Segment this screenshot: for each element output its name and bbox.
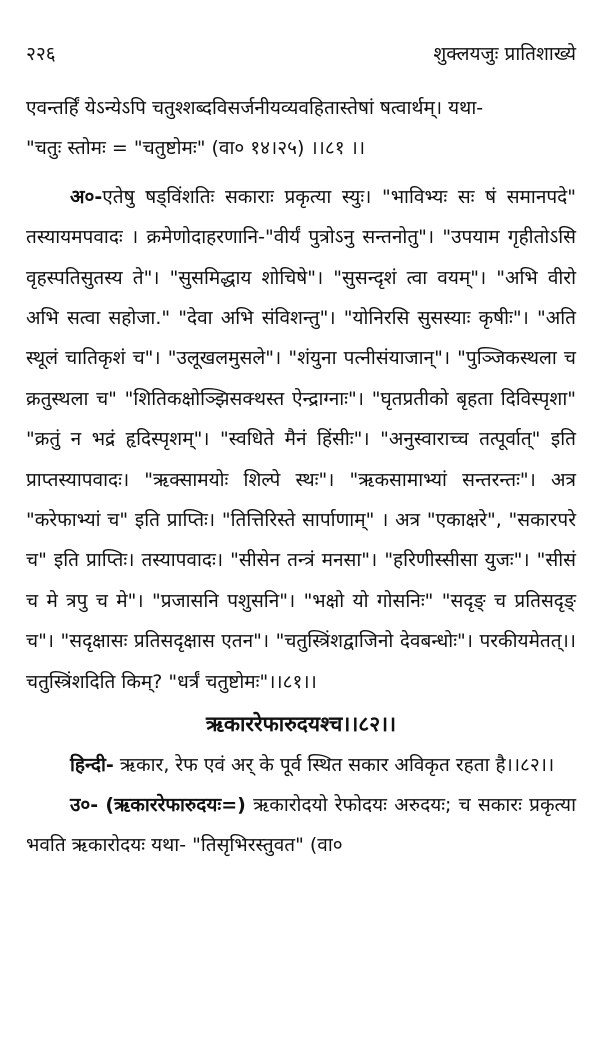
sutra-heading: ऋकाररेफारुदयश्च।।८२।। <box>205 712 397 737</box>
hindi-text: ऋकार, रेफ एवं अर् के पूर्व स्थित सकार अविकृत रहता है।।८२।। <box>119 753 555 776</box>
paragraph-example: "चतुः स्तोमः = "चतुष्टोमः" (वा० १४।२५) ।।८१ ।। <box>26 137 366 160</box>
uvata-label: उ०- <box>70 793 99 816</box>
paragraph-intro: एवन्तर्हिं येऽन्येऽपि चतुश्शब्दविसर्जनीयव्यवहितास्तेषां षत्वार्थम्। यथा- <box>26 97 484 119</box>
paragraph-commentary <box>26 177 576 702</box>
page-body <box>26 88 576 866</box>
page-number: २२६ <box>26 43 56 65</box>
uvata-bold-term: (ऋकाररेफारुदयः=) <box>105 793 246 816</box>
paragraph-uvata <box>26 785 576 866</box>
paragraph-hindi <box>26 745 576 785</box>
uvata-text: ऋकारोदयो रेफोदयः अरुदयः; च सकारः प्रकृत्या भवति ऋकारोदयः यथा- "तिसृभिरस्तुवत" (वा० <box>26 793 576 857</box>
hindi-label: हिन्दी- <box>70 753 114 776</box>
commentary-text: एतेषु षड्विंशतिः सकाराः प्रकृत्या स्युः। "भाविभ्यः सः षं समानपदे" तस्यायमपवादः । क्रमेणोदाहरणानि-"वीर्यं पुत्रोऽनु सन्तनोतु"। "उपयाम गृहीतोऽसि वृहस्पतिसुतस्य ते"। "सुसमिद्धाय शोचिषे"। "सुसन्दृशं त्वा वयम्"। "अभि वीरो अभि सत्वा सहोजा." "देवा अभि संविशन्तु"। "योनिरसि सुसस्याः कृषीः"। "अति स्थूलं चातिकृशं च"। "उलूखलमुसले"। "शंयुना पत्नीसंयाजान्"। "पुञ्जिकस्थला च क्रतुस्थला च" "शितिकक्षोञ्झिसक्थस्त ऐन्द्राग्नाः"। "घृतप्रतीको बृहता दिविस्पृशा" "क्रतुं न भद्रं हृदिस्पृशम्"। "स्वधिते मैनं हिंसीः"। "अनुस्वाराच्च तत्पूर्वात्" इति प्राप्तस्यापवादः। "ऋक्सामयोः शिल्पे स्थः"। "ऋकसामाभ्यां सन्तरन्तः"। अत्र "करेफाभ्यां च" इति प्राप्तिः। "तित्तिरिस्ते सार्पाणाम्" । अत्र "एकाक्षरे", "सकारपरे च" इति प्राप्तिः। तस्यापवादः। "सीसेन तन्त्रं मनसा"। "हरिणीस्सीसा युजः"। "सीसं च मे त्रपु च मे"। "प्रजासनि पशुसनि"। "भक्षो यो गोसनिः" "सदृङ् च प्रतिसदृङ् च"। "सदृक्षासः प्रतिसदृक्षास एतन"। "चतुस्त्रिंशद्वाजिनो देवबन्धोः"। परकीयमेतत्।। चतुस्त्रिंशदिति किम्? "धर्त्रं चतुष्टोमः"।।८१।। <box>26 185 576 693</box>
running-title: शुक्लयजुः प्रातिशाख्ये <box>433 43 576 65</box>
commentary-label: अ०- <box>70 185 103 208</box>
page-header <box>26 40 576 68</box>
